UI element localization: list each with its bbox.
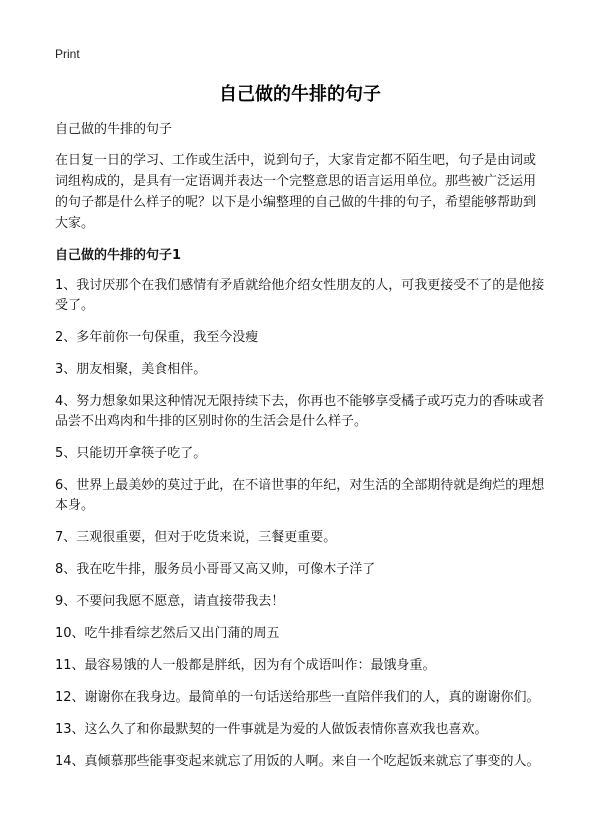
- list-item: 13、这么久了和你最默契的一件事就是为爱的人做饭表情你喜欢我也喜欢。: [55, 722, 488, 737]
- list-item: 5、只能切开拿筷子吃了。: [55, 446, 207, 461]
- list-item: 9、不要问我愿不愿意，请直接带我去！: [55, 594, 285, 609]
- print-label[interactable]: Print: [55, 47, 80, 61]
- section-heading: 自己做的牛排的句子1: [55, 248, 182, 263]
- list-item: 4、努力想象如果这种情况无限持续下去，你再也不能够享受橘子或巧克力的香味或者品尝不出鸡肉和牛排的区别时你的生活会是什么样子。: [55, 394, 545, 429]
- page-title: 自己做的牛排的句子: [219, 84, 381, 105]
- list-item: 10、吃牛排看综艺然后又出门蒲的周五: [55, 626, 280, 641]
- list-item: 11、最容易饿的人一般都是胖纸，因为有个成语叫作：最饿身重。: [55, 658, 436, 673]
- list-item: 2、多年前你一句保重，我至今没瘦: [55, 330, 259, 345]
- article-subtitle: 自己做的牛排的句子: [55, 122, 173, 137]
- list-item: 12、谢谢你在我身边。最简单的一句话送给那些一直陪伴我们的人，真的谢谢你们。: [55, 690, 540, 705]
- list-item: 14、真倾慕那些能事变起来就忘了用饭的人啊。来自一个吃起饭来就忘了事变的人。: [55, 754, 540, 769]
- list-item: 3、朋友相聚，美食相伴。: [55, 362, 207, 377]
- list-item: 8、我在吃牛排，服务员小哥哥又高又帅，可像木子洋了: [55, 562, 376, 577]
- list-item: 7、三观很重要，但对于吃货来说，三餐更重要。: [55, 530, 337, 545]
- article-body: [55, 120, 548, 784]
- intro-paragraph: 在日复一日的学习、工作或生活中，说到句子，大家肯定都不陌生吧，句子是由词或词组构成的，是具有一定语调并表达一个完整意思的语言运用单位。那些被广泛运用的句子都是什么样子的呢？以下是小编整理的自己做的牛排的句子，希望能够帮助到大家。: [55, 153, 537, 231]
- list-item: 1、我讨厌那个在我们感情有矛盾就给他介绍女性朋友的人，可我更接受不了的是他接受了。: [55, 278, 545, 313]
- list-item: 6、世界上最美妙的莫过于此，在不谙世事的年纪，对生活的全部期待就是绚烂的理想本身。: [55, 478, 545, 513]
